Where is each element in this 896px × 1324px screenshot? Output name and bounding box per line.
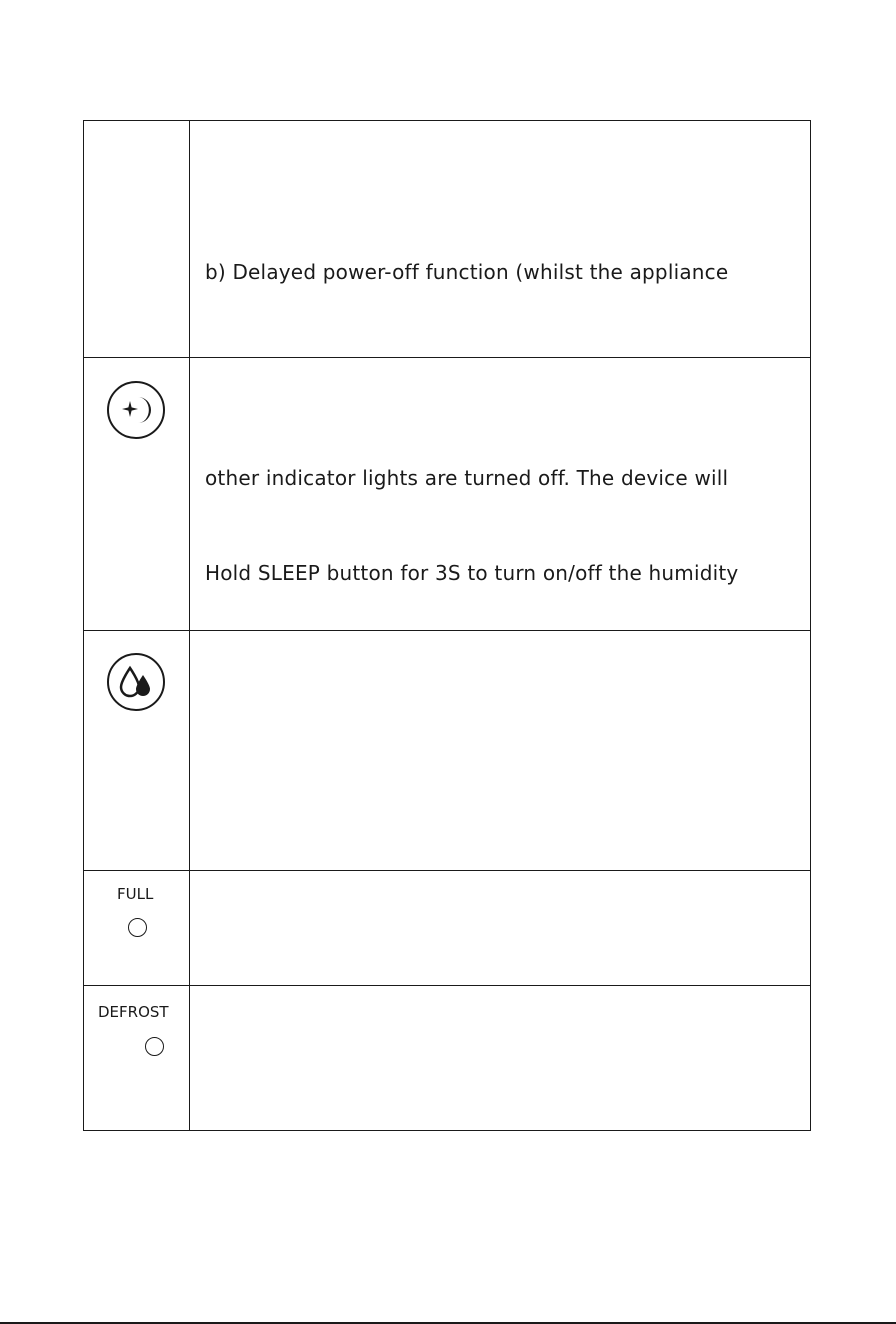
indicator-light-icon bbox=[128, 918, 147, 937]
table-row-delayed-power-off bbox=[84, 121, 810, 357]
indicator-light-icon bbox=[145, 1037, 164, 1056]
table-row-sleep bbox=[84, 357, 810, 630]
defrost-indicator-label: DEFROST bbox=[98, 1003, 169, 1021]
full-indicator-label: FULL bbox=[117, 885, 154, 903]
table-row-humidity bbox=[84, 630, 810, 870]
row-text-line: b) Delayed power-off function (whilst the appliance bbox=[205, 260, 729, 284]
function-table bbox=[83, 120, 811, 1131]
sleep-moon-star-icon bbox=[107, 381, 165, 439]
row-text-line: other indicator lights are turned off. The device will bbox=[205, 466, 729, 490]
table-row-full bbox=[84, 870, 810, 985]
water-drops-icon bbox=[107, 653, 165, 711]
table-row-defrost bbox=[84, 985, 810, 1132]
row-text-line: Hold SLEEP button for 3S to turn on/off the humidity bbox=[205, 561, 739, 585]
